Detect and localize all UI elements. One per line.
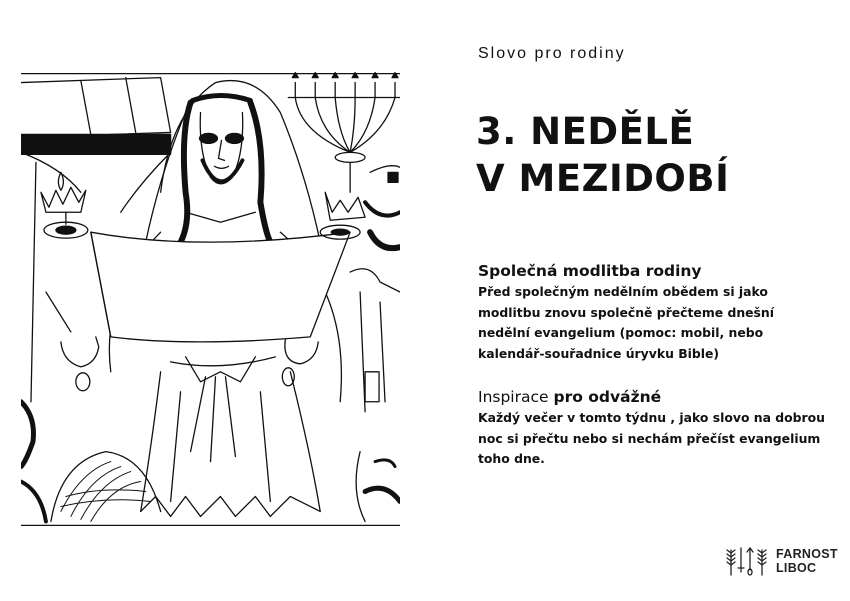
kicker-subtitle: Slovo pro rodiny <box>478 45 626 62</box>
section-inspiration <box>478 388 828 470</box>
section-body: Každý večer v tomto týdnu , jako slovo na dobrou noc si přečtu nebo si nechám přečíst evangelium toho dne. <box>478 410 825 466</box>
jesus-reading-scroll-drawing <box>21 72 400 528</box>
parish-name: FARNOST LIBOC <box>776 547 838 575</box>
section-family-prayer <box>478 262 818 364</box>
page-title <box>476 108 729 202</box>
section-body: Před společným nedělním obědem si jako modlitbu znovu společně přečteme dnešní nedělní evangelium (pomoc: mobil, nebo kalendář-souřadnice úryvku Bible) <box>478 284 774 361</box>
parish-logo <box>724 546 838 576</box>
gospel-illustration <box>21 72 400 528</box>
wheat-sword-wheat-icon <box>724 546 770 576</box>
section-heading: Inspirace pro odvážné <box>478 388 662 406</box>
title-line-2: V MEZIDOBÍ <box>476 157 730 200</box>
title-line-1: 3. NEDĚLĚ <box>476 110 695 153</box>
section-heading: Společná modlitba rodiny <box>478 262 702 280</box>
